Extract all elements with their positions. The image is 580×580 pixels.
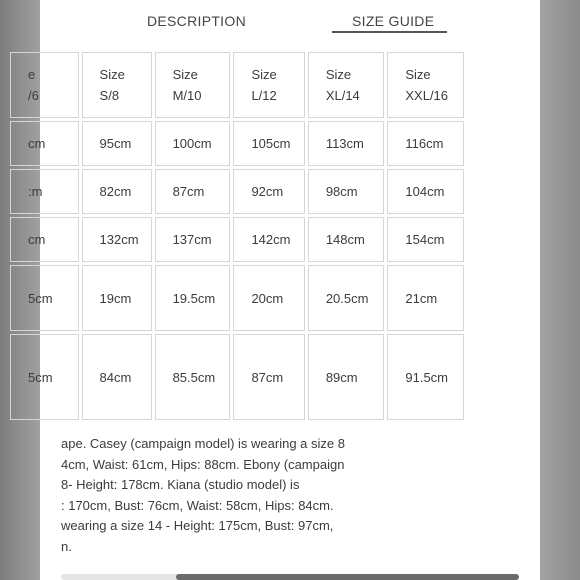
- size-table-scroll-area[interactable]: [28, 51, 521, 417]
- notes-line: : 170cm, Bust: 76cm, Waist: 58cm, Hips: 84cm.: [61, 497, 334, 513]
- model-fit-notes: [61, 434, 521, 557]
- table-cell: 91.5cm: [387, 334, 464, 420]
- tab-bar: [40, 0, 540, 40]
- header-cell: Size L/12: [233, 52, 304, 118]
- table-header-row: [10, 52, 464, 118]
- table-cell: 104cm: [387, 169, 464, 214]
- table-cell: :m: [10, 169, 79, 214]
- header-cell: Size XXL/16: [387, 52, 464, 118]
- notes-line: 4cm, Waist: 61cm, Hips: 88cm. Ebony (campaign: [61, 456, 345, 472]
- table-cell: 5cm: [10, 334, 79, 420]
- table-cell: cm: [10, 217, 79, 262]
- table-cell: 105cm: [233, 121, 304, 166]
- table-cell: 20.5cm: [308, 265, 385, 331]
- table-cell: 87cm: [155, 169, 231, 214]
- notes-line: n.: [61, 538, 72, 554]
- table-cell: 19cm: [82, 265, 152, 331]
- table-cell: cm: [10, 121, 79, 166]
- table-row: [10, 217, 464, 262]
- table-cell: 92cm: [233, 169, 304, 214]
- table-cell: 154cm: [387, 217, 464, 262]
- tab-description[interactable]: DESCRIPTION: [147, 13, 246, 29]
- notes-line: wearing a size 14 - Height: 175cm, Bust: 97cm,: [61, 518, 334, 533]
- table-cell: 85.5cm: [155, 334, 231, 420]
- header-cell: Size M/10: [155, 52, 231, 118]
- right-backdrop: [540, 0, 580, 580]
- table-cell: 5cm: [10, 265, 79, 331]
- table-cell: 95cm: [82, 121, 152, 166]
- table-cell: 116cm: [387, 121, 464, 166]
- table-cell: 87cm: [233, 334, 304, 420]
- table-cell: 137cm: [155, 217, 231, 262]
- table-cell: 100cm: [155, 121, 231, 166]
- notes-line: ape. Casey (campaign model) is wearing a size 8: [61, 436, 345, 451]
- table-row: [10, 121, 464, 166]
- size-table: [7, 49, 467, 423]
- table-cell: 84cm: [82, 334, 152, 420]
- table-row: [10, 334, 464, 420]
- header-cell: Size XL/14: [308, 52, 385, 118]
- header-cell: Size S/8: [82, 52, 152, 118]
- header-cell: e /6: [10, 52, 79, 118]
- scrollbar-thumb[interactable]: [176, 574, 519, 580]
- table-cell: 19.5cm: [155, 265, 231, 331]
- table-cell: 142cm: [233, 217, 304, 262]
- table-cell: 82cm: [82, 169, 152, 214]
- table-cell: 132cm: [82, 217, 152, 262]
- table-row: [10, 169, 464, 214]
- active-tab-underline: [332, 31, 447, 33]
- table-cell: 20cm: [233, 265, 304, 331]
- table-cell: 113cm: [308, 121, 385, 166]
- table-cell: 89cm: [308, 334, 385, 420]
- horizontal-scrollbar[interactable]: [61, 574, 519, 580]
- table-cell: 98cm: [308, 169, 385, 214]
- table-row: [10, 265, 464, 331]
- table-cell: 21cm: [387, 265, 464, 331]
- table-cell: 148cm: [308, 217, 385, 262]
- notes-line: 8- Height: 178cm. Kiana (studio model) is: [61, 477, 300, 492]
- size-guide-panel: [28, 0, 540, 580]
- tab-size-guide[interactable]: SIZE GUIDE: [352, 13, 435, 29]
